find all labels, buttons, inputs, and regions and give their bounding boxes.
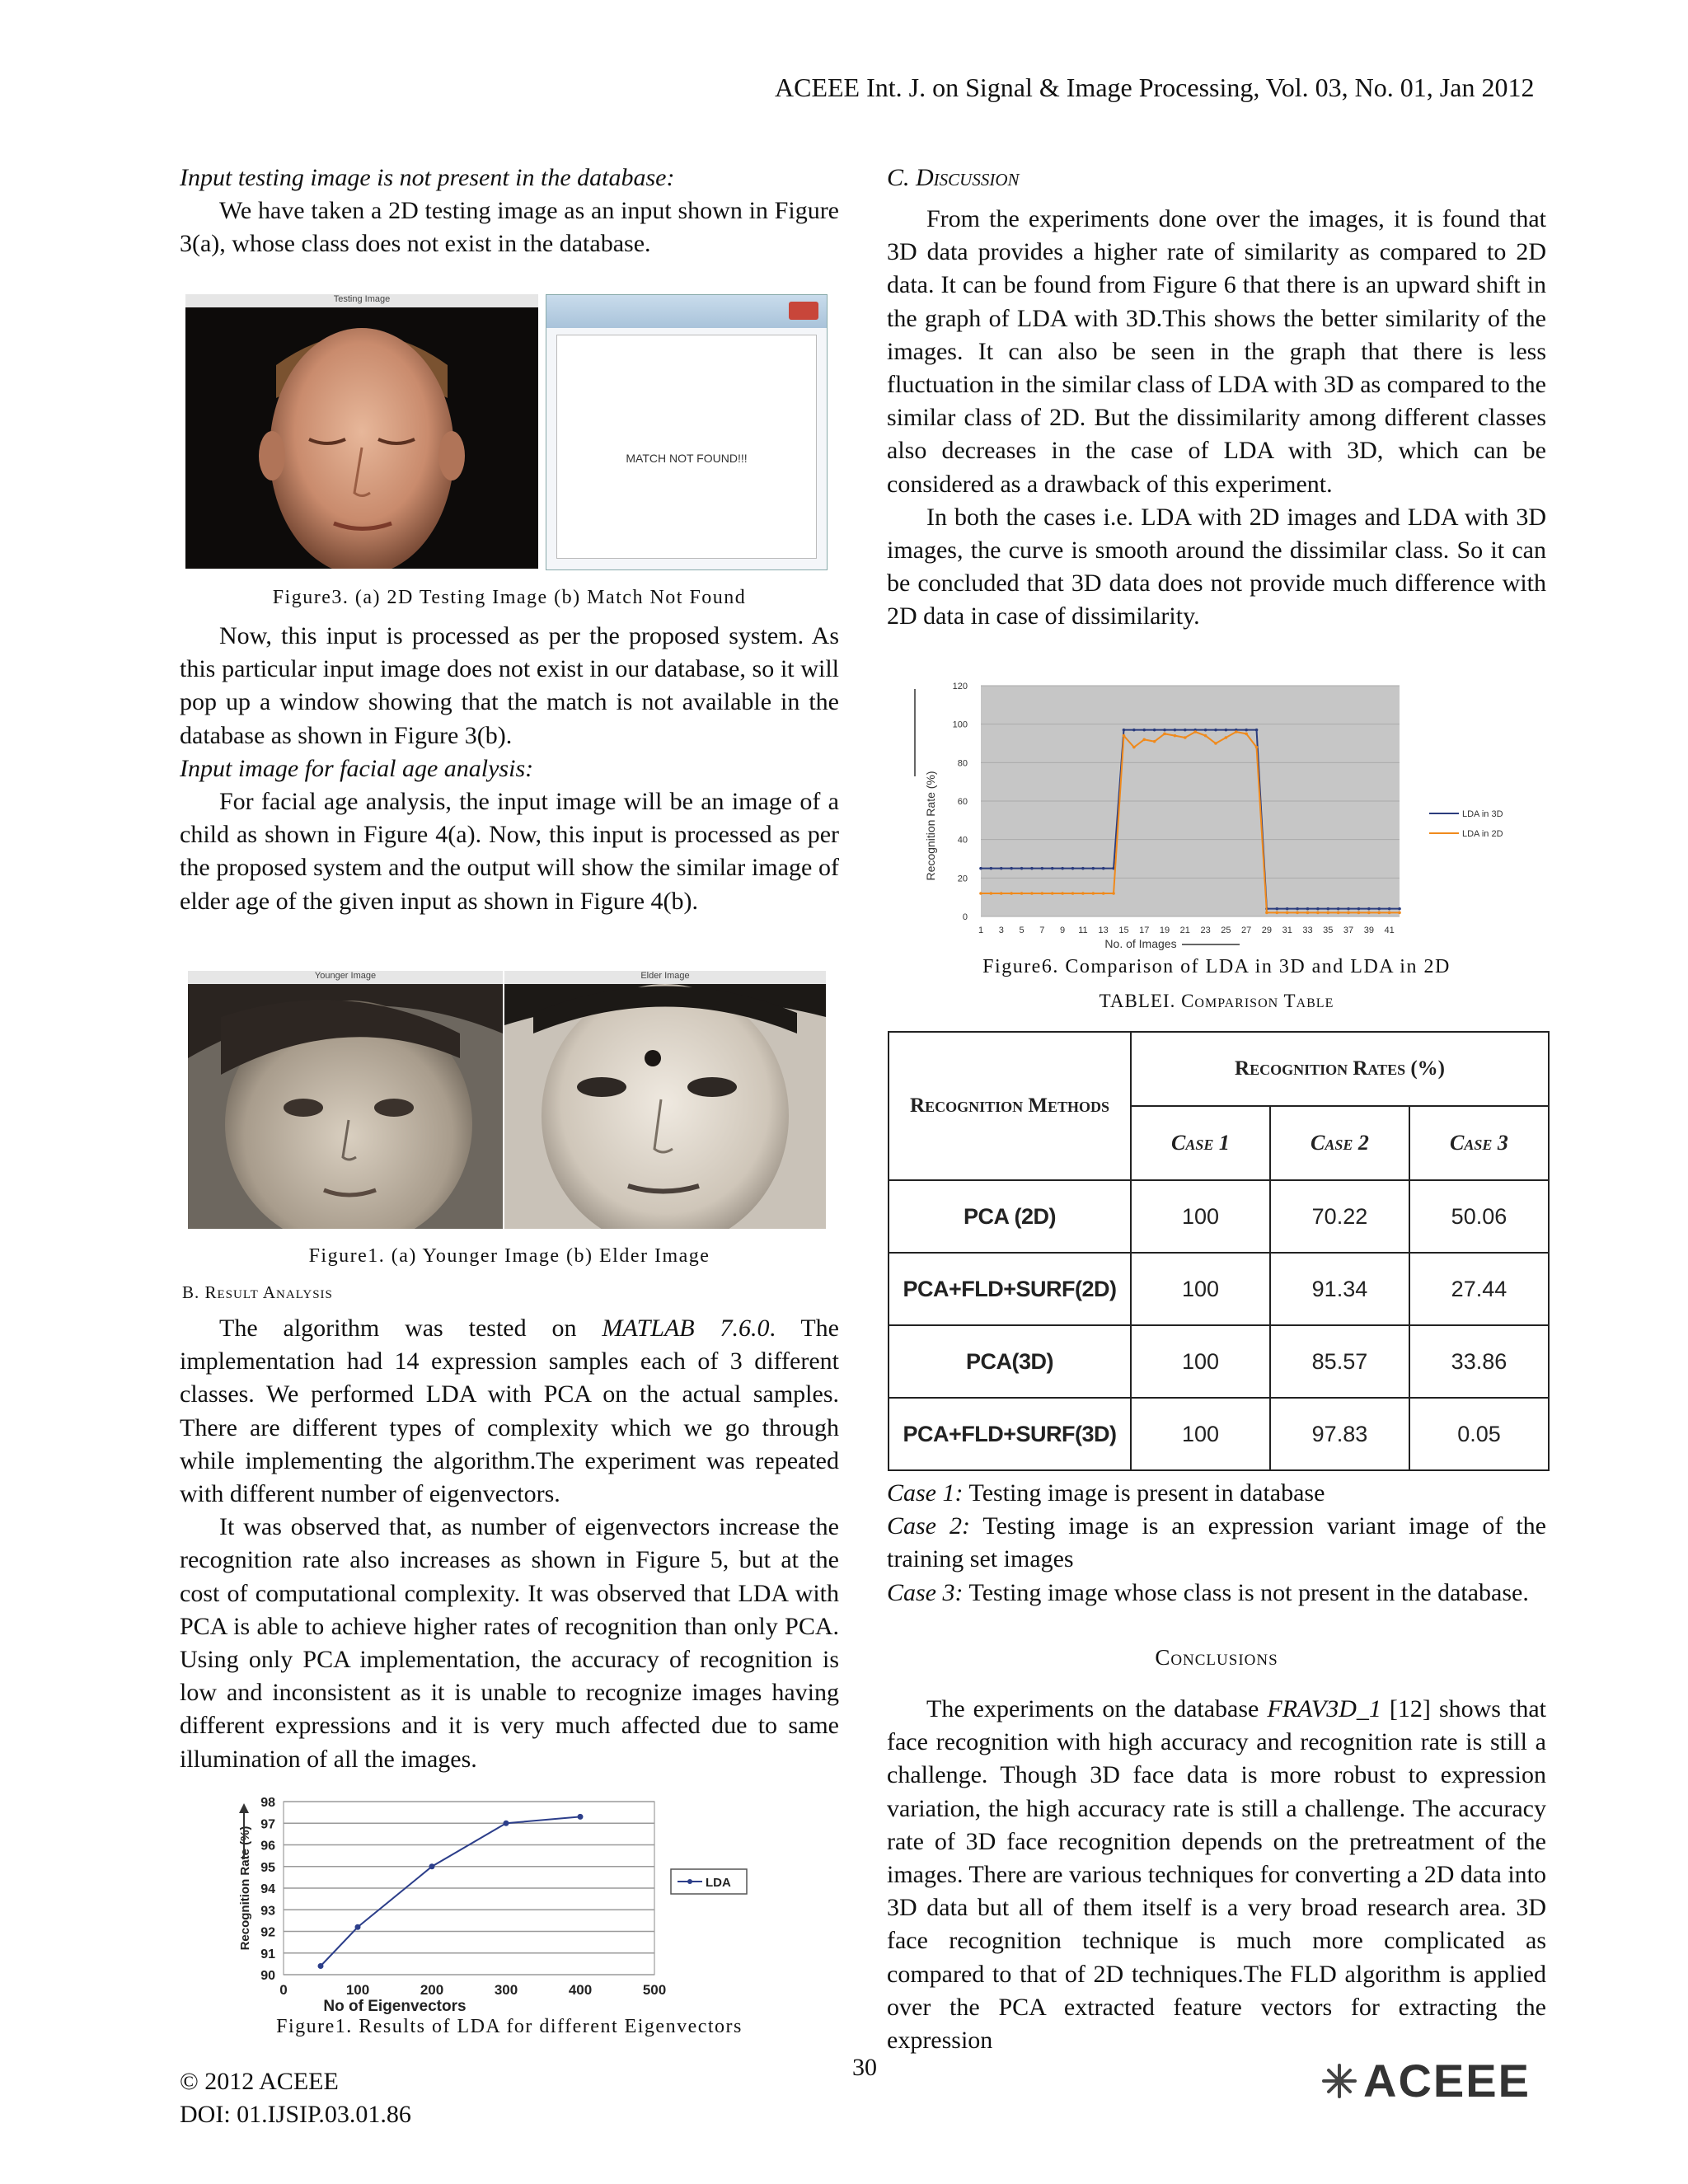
x-tick-label: 200 xyxy=(420,1982,444,1998)
data-point-lda-2d xyxy=(1030,892,1034,895)
data-point-lda-3d xyxy=(1030,867,1034,870)
y-tick-label: 40 xyxy=(957,835,968,846)
data-point-lda xyxy=(504,1821,509,1826)
figure-4 xyxy=(188,971,826,1229)
data-point-lda-3d xyxy=(1184,729,1187,732)
data-point-lda-3d xyxy=(1142,729,1146,732)
paragraph: We have taken a 2D testing image as an input shown in Figure 3(a), whose class does not exist in the database. xyxy=(180,197,839,258)
y-tick-label: 93 xyxy=(260,1904,275,1919)
match-not-found-label: MATCH NOT FOUND!!! xyxy=(626,452,748,465)
paragraph: Now, this input is processed as per the proposed system. As this particular input image does not exist in our database, so it will pop up a window showing that the match is not available in the database as shown in Figure 3(b). xyxy=(180,622,839,749)
paragraph: The experiments on the database FRAV3D_1 [12] shows that face recognition with high accuracy and recognition rate is still a challenge. Though 3D face data is more robust to expression variation, the high accuracy rate is still a challenge. The accuracy rate of 3D face recognition depends on the pretreatment of the images. There are various techniques for converting a 2D data into 3D data but all of them itself is a very broad research area. 3D face recognition technique is much more complicated as compared to that of 2D techniques.The FLD algorithm is applied over the PCA extracted feature vectors for extracting the expression xyxy=(887,1695,1546,2055)
figure-6-chart xyxy=(902,676,1545,956)
x-tick-label: 13 xyxy=(1098,926,1109,935)
right-col-bottom xyxy=(887,1693,1546,2057)
data-point-lda xyxy=(578,1814,584,1820)
elder-image-panel xyxy=(504,971,826,1229)
figure-3 xyxy=(185,294,826,569)
face-photo-child xyxy=(188,984,503,1229)
data-point-lda-2d xyxy=(1071,892,1075,895)
database-name: FRAV3D_1 xyxy=(1267,1695,1381,1722)
legend-label-lda-2d: LDA in 2D xyxy=(1462,829,1503,839)
data-point-lda-2d xyxy=(1245,733,1248,736)
data-point-lda-2d xyxy=(1326,912,1329,915)
testing-image-panel xyxy=(185,294,538,569)
x-tick-label: 27 xyxy=(1241,926,1252,935)
paragraph: From the experiments done over the images, it is found that 3D data provides a higher rate of similarity as compared to 2D data. It can be found from Figure 6 that there is an upward shift in the graph of LDA with 3D.This shows the better similarity of the images. It can also be seen in the graph that there is less fluctuation in the similar class of LDA with 3D as compared to the similar class of 2D. But the dissimilarity among different classes also decreases in the case of LDA with 3D, which can be considered as a drawback of this experiment. xyxy=(887,205,1546,498)
left-col-mid xyxy=(180,620,839,918)
data-point-lda-2d xyxy=(990,892,993,895)
data-point-lda-3d xyxy=(1041,867,1044,870)
data-point-lda-3d xyxy=(1000,867,1003,870)
subheading-not-present: Input testing image is not present in the database: xyxy=(180,164,675,191)
y-tick-label: 97 xyxy=(260,1817,275,1832)
data-point-lda-2d xyxy=(1193,730,1197,733)
x-tick-label: 1 xyxy=(978,926,984,935)
y-tick-label: 80 xyxy=(957,758,968,769)
data-point-lda-3d xyxy=(1153,729,1156,732)
data-point-lda-3d xyxy=(1174,729,1177,732)
aceee-logo xyxy=(1319,2057,1551,2107)
data-point-lda-2d xyxy=(1388,912,1391,915)
data-point-lda-2d xyxy=(1010,892,1013,895)
data-point-lda-2d xyxy=(1286,912,1289,915)
data-point-lda-3d xyxy=(1337,907,1340,911)
table-row: PCA+FLD+SURF(2D) 100 91.34 27.44 xyxy=(889,1253,1549,1325)
y-tick-label: 20 xyxy=(957,874,968,884)
x-tick-label: 39 xyxy=(1363,926,1374,935)
legend-label-lda-3d: LDA in 3D xyxy=(1462,809,1503,819)
data-point-lda-2d xyxy=(1163,733,1166,736)
data-point-lda-2d xyxy=(1316,912,1320,915)
matlab-version: MATLAB 7.6.0 xyxy=(602,1315,770,1342)
younger-image-panel xyxy=(188,971,503,1229)
y-tick-label: 91 xyxy=(260,1947,275,1961)
y-axis-label: Recognition Rate (%) xyxy=(924,771,937,881)
right-col-top xyxy=(887,203,1546,634)
data-point-lda-2d xyxy=(1051,892,1054,895)
y-tick-label: 96 xyxy=(260,1839,275,1854)
data-point-lda-3d xyxy=(1245,729,1248,732)
y-tick-label: 94 xyxy=(260,1882,275,1896)
data-point-lda-2d xyxy=(1306,912,1310,915)
data-point-lda-2d xyxy=(1091,892,1095,895)
data-point-lda-3d xyxy=(1132,729,1136,732)
paragraph: In both the cases i.e. LDA with 2D images and LDA with 3D images, the curve is smooth around the dissimilar class. So it can be concluded that 3D data does not provide much difference with 2D data in case of dissimilarity. xyxy=(887,503,1546,630)
x-tick-label: 0 xyxy=(279,1982,288,1998)
data-point-lda-2d xyxy=(1123,734,1126,738)
data-point-lda-3d xyxy=(990,867,993,870)
data-point-lda-2d xyxy=(1153,740,1156,743)
x-tick-label: 35 xyxy=(1323,926,1334,935)
data-point-lda-2d xyxy=(1041,892,1044,895)
data-point-lda-3d xyxy=(1367,907,1371,911)
x-tick-label: 5 xyxy=(1019,926,1025,935)
data-point-lda-3d xyxy=(1123,729,1126,732)
x-tick-label: 21 xyxy=(1179,926,1190,935)
data-point-lda-2d xyxy=(1061,892,1064,895)
comparison-table xyxy=(888,1031,1550,1471)
data-point-lda-2d xyxy=(1214,742,1217,745)
figure-4-caption: Figure1. (a) Younger Image (b) Elder Image xyxy=(308,1245,710,1267)
x-tick-label: 500 xyxy=(642,1982,667,1998)
x-tick-label: 37 xyxy=(1343,926,1354,935)
header-case-1: Case 1 xyxy=(1131,1106,1270,1180)
data-point-lda-3d xyxy=(1276,907,1279,911)
y-tick-label: 0 xyxy=(962,912,968,922)
data-point-lda-2d xyxy=(1377,912,1381,915)
header-methods: Recognition Methods xyxy=(889,1032,1131,1180)
close-icon[interactable] xyxy=(789,302,818,320)
y-tick-label: 98 xyxy=(260,1796,275,1810)
section-c-heading: C. Discussion xyxy=(887,164,1020,191)
left-col-bottom xyxy=(180,1312,839,1776)
x-tick-label: 100 xyxy=(345,1982,370,1998)
data-point-lda-2d xyxy=(1357,912,1361,915)
paragraph: It was observed that, as number of eigenvectors increase the recognition rate also increases as shown in Figure 5, but at the cost of computational complexity. It was observed that LDA with PCA is able to achieve higher rates of recognition than only PCA. Using only PCA implementation, the accuracy of recognition is low and inconsistent as it is unable to recognize images having different expressions and it is very much affected due to same illumination of all the images. xyxy=(180,1513,839,1773)
x-tick-label: 400 xyxy=(568,1982,593,1998)
header-case-3: Case 3 xyxy=(1409,1106,1549,1180)
data-point-lda-2d xyxy=(1000,892,1003,895)
x-tick-label: 17 xyxy=(1139,926,1150,935)
data-point-lda-3d xyxy=(1357,907,1361,911)
data-point-lda-2d xyxy=(1142,738,1146,742)
data-point-lda-3d xyxy=(1071,867,1075,870)
logo-text: ACEEE xyxy=(1363,2055,1531,2107)
data-point-lda-3d xyxy=(1347,907,1350,911)
data-point-lda-3d xyxy=(1316,907,1320,911)
paragraph: For facial age analysis, the input image will be an image of a child as shown in Figure 4(a). Now, this input is processed as per the proposed system and the output will show the similar image of elder age of the given input as shown in Figure 4(b). xyxy=(180,788,839,915)
paragraph: The algorithm was tested on MATLAB 7.6.0. The implementation had 14 expression samples each of 3 different classes. We performed LDA with PCA on the actual samples. There are different types of complexity which we go through while implementing the algorithm.The experiment was repeated with different number of eigenvectors. xyxy=(180,1315,839,1508)
testing-image-title: Testing Image xyxy=(185,294,538,307)
y-tick-label: 92 xyxy=(260,1925,275,1940)
running-header: ACEEE Int. J. on Signal & Image Processing, Vol. 03, No. 01, Jan 2012 xyxy=(775,73,1535,102)
table-row: PCA+FLD+SURF(3D) 100 97.83 0.05 xyxy=(889,1398,1549,1470)
case-note: Case 3: Testing image whose class is not present in the database. xyxy=(887,1578,1529,1606)
data-point-lda-2d xyxy=(1102,892,1105,895)
y-tick-label: 95 xyxy=(260,1860,275,1875)
data-point-lda-2d xyxy=(1347,912,1350,915)
table-row: PCA (2D) 100 70.22 50.06 xyxy=(889,1180,1549,1253)
case-note: Case 2: Testing image is an expression variant image of the training set images xyxy=(887,1512,1547,1573)
data-point-lda-3d xyxy=(1225,729,1228,732)
figure-5-caption: Figure1. Results of LDA for different Eigenvectors xyxy=(276,2016,743,2037)
x-tick-label: 7 xyxy=(1039,926,1045,935)
data-point-lda xyxy=(355,1924,361,1930)
case-note: Case 1: Testing image is present in database xyxy=(887,1479,1325,1507)
x-tick-label: 23 xyxy=(1200,926,1211,935)
face-photo-adult xyxy=(185,307,538,569)
x-tick-label: 11 xyxy=(1078,926,1088,935)
figure-5-chart xyxy=(232,1793,818,2014)
data-point-lda-3d xyxy=(1061,867,1064,870)
window-titlebar xyxy=(546,295,827,328)
y-tick-label: 60 xyxy=(957,797,968,807)
legend-label-lda: LDA xyxy=(706,1876,731,1890)
data-point-lda-3d xyxy=(1296,907,1299,911)
data-point-lda-3d xyxy=(1081,867,1085,870)
data-point-lda-3d xyxy=(1091,867,1095,870)
x-tick-label: 31 xyxy=(1282,926,1292,935)
data-point-lda-3d xyxy=(1306,907,1310,911)
x-tick-label: 25 xyxy=(1221,926,1231,935)
x-tick-label: 19 xyxy=(1159,926,1170,935)
data-point-lda-3d xyxy=(1388,907,1391,911)
data-point-lda-2d xyxy=(1204,734,1207,738)
elder-image-title: Elder Image xyxy=(504,971,826,984)
legend-marker-lda xyxy=(687,1879,692,1884)
star-icon xyxy=(1319,2060,1360,2102)
data-point-lda-3d xyxy=(1051,867,1054,870)
face-photo-elder xyxy=(504,984,826,1229)
data-point-lda-3d xyxy=(1102,867,1105,870)
data-point-lda-2d xyxy=(1276,912,1279,915)
data-point-lda-2d xyxy=(1367,912,1371,915)
data-point-lda-2d xyxy=(1184,736,1187,739)
x-tick-label: 41 xyxy=(1384,926,1395,935)
data-point-lda-2d xyxy=(1225,736,1228,739)
younger-image-title: Younger Image xyxy=(188,971,503,984)
y-axis-arrowhead xyxy=(239,1803,249,1813)
section-b-heading: B. Result Analysis xyxy=(182,1282,333,1302)
data-point-lda-2d xyxy=(1255,746,1259,749)
data-point-lda xyxy=(429,1863,435,1869)
data-point-lda-2d xyxy=(1132,746,1136,749)
data-point-lda-2d xyxy=(1398,912,1401,915)
data-point-lda xyxy=(318,1963,324,1969)
x-tick-label: 15 xyxy=(1118,926,1129,935)
data-point-lda-3d xyxy=(1398,907,1401,911)
table-title: TABLEI. Comparison Table xyxy=(1099,991,1334,1011)
x-tick-label: 29 xyxy=(1261,926,1273,935)
data-point-lda-2d xyxy=(1020,892,1024,895)
case-notes xyxy=(887,1477,1546,1610)
data-point-lda-3d xyxy=(1377,907,1381,911)
doi: DOI: 01.IJSIP.03.01.86 xyxy=(180,2101,411,2128)
data-point-lda-3d xyxy=(1326,907,1329,911)
data-point-lda-3d xyxy=(1204,729,1207,732)
data-point-lda-3d xyxy=(1214,729,1217,732)
left-col-top xyxy=(180,162,839,261)
figure-6-caption: Figure6. Comparison of LDA in 3D and LDA in 2D xyxy=(982,956,1451,977)
data-point-lda-3d xyxy=(979,867,982,870)
x-axis-label: No of Eigenvectors xyxy=(323,1998,467,2014)
x-tick-label: 9 xyxy=(1060,926,1066,935)
data-point-lda-2d xyxy=(1112,892,1115,895)
data-point-lda-3d xyxy=(1163,729,1166,732)
footer-left xyxy=(180,2065,411,2131)
y-tick-label: 90 xyxy=(260,1969,275,1983)
header-rates: Recognition Rates (%) xyxy=(1131,1032,1549,1106)
x-tick-label: 33 xyxy=(1302,926,1313,935)
data-point-lda-2d xyxy=(979,892,982,895)
data-point-lda-3d xyxy=(1286,907,1289,911)
window-body xyxy=(556,335,817,559)
data-point-lda-3d xyxy=(1020,867,1024,870)
x-tick-label: 300 xyxy=(494,1982,518,1998)
x-axis-label: No. of Images xyxy=(1104,937,1177,950)
data-point-lda-2d xyxy=(1081,892,1085,895)
data-point-lda-2d xyxy=(1337,912,1340,915)
y-tick-label: 100 xyxy=(952,719,968,730)
data-point-lda-3d xyxy=(1010,867,1013,870)
y-axis-label: Recognition Rate (%) xyxy=(238,1825,252,1951)
data-point-lda-3d xyxy=(1255,729,1259,732)
table-row: PCA(3D) 100 85.57 33.86 xyxy=(889,1325,1549,1398)
page-number: 30 xyxy=(852,2054,877,2081)
subheading-age-analysis: Input image for facial age analysis: xyxy=(180,754,534,782)
data-point-lda-2d xyxy=(1235,730,1238,733)
data-point-lda-2d xyxy=(1174,734,1177,738)
copyright: © 2012 ACEEE xyxy=(180,2068,339,2095)
header-case-2: Case 2 xyxy=(1270,1106,1409,1180)
x-tick-label: 3 xyxy=(998,926,1004,935)
conclusions-heading: Conclusions xyxy=(1155,1645,1278,1670)
data-point-lda-2d xyxy=(1296,912,1299,915)
y-tick-label: 120 xyxy=(952,682,968,691)
data-point-lda-2d xyxy=(1265,912,1268,915)
match-window xyxy=(546,294,828,570)
figure-3-caption: Figure3. (a) 2D Testing Image (b) Match Not Found xyxy=(272,587,747,608)
